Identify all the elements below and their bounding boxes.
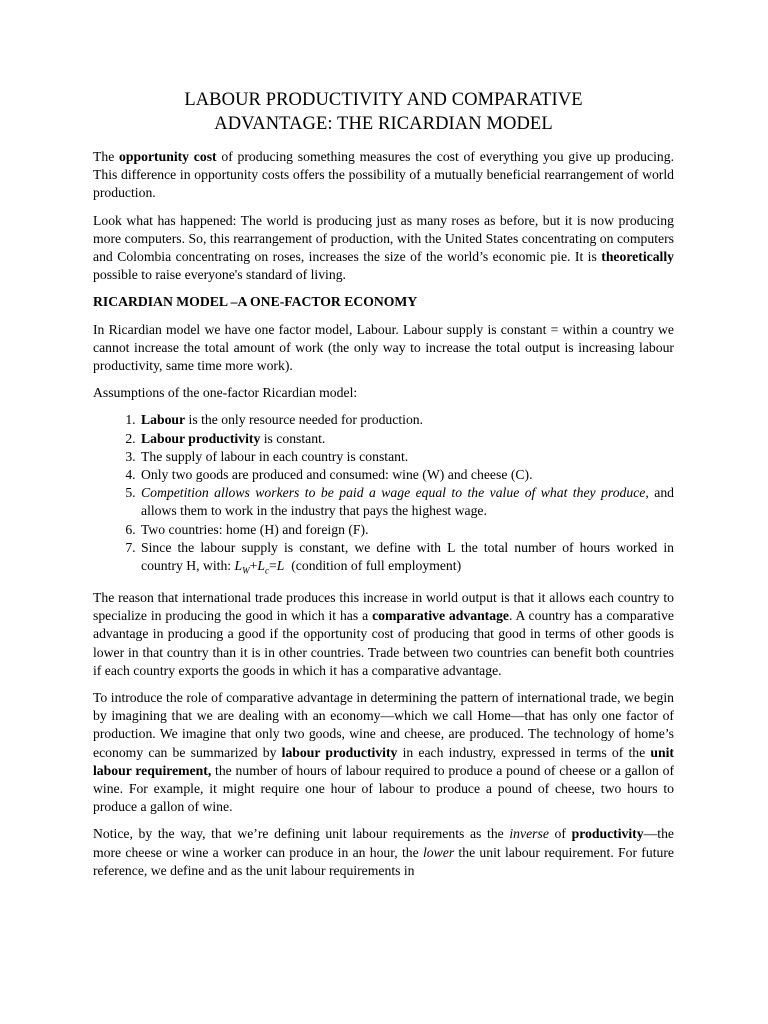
- list-item: 6. Two countries: home (H) and foreign (F).: [139, 521, 674, 539]
- paragraph-rearrangement: [93, 212, 674, 285]
- text-run: Since the labour supply is constant, we define with L the total number of hours worked in country H, with:: [141, 539, 674, 574]
- italic-text: Competition allows workers to be paid a wage equal to the value of what they produce: [141, 485, 646, 501]
- paragraph-assumptions-intro: Assumptions of the one-factor Ricardian model:: [93, 385, 358, 401]
- math-var: L: [257, 558, 266, 574]
- text-run: is constant.: [260, 430, 326, 446]
- italic-text: lower: [422, 844, 455, 860]
- paragraph-unit-labour: [93, 825, 674, 880]
- bold-term: comparative advantage: [372, 608, 509, 624]
- list-item: 3. The supply of labour in each country is constant.: [139, 448, 674, 466]
- title-line-1: LABOUR PRODUCTIVITY AND COMPARATIVE: [184, 90, 583, 110]
- text-run: possible to raise everyone's standard of living.: [93, 267, 346, 283]
- text-run: , and allows them to work in the industry that pays the highest wage.: [141, 485, 675, 519]
- text-run: —the more cheese or wine a worker can produce in an hour, the: [93, 826, 674, 860]
- list-item: [139, 484, 674, 520]
- full-employment-equation: [234, 558, 285, 576]
- math-var: L: [276, 558, 285, 574]
- math-operator: +: [249, 558, 258, 574]
- text-run: the unit labour requirement. For future reference, we define and as the unit labour requirements in: [93, 844, 674, 878]
- text-run: of producing something measures the cost of everything you give up producing. This difference in opportunity costs offers the possibility of a mutually beneficial rearrangement of world production.: [93, 149, 674, 201]
- list-item: 4. Only two goods are produced and consumed: wine (W) and cheese (C).: [139, 466, 674, 484]
- text-run: To introduce the role of comparative advantage in determining the pattern of international trade, we begin by imagining that we are dealing with an economy—which we call Home—that has only one factor of production. We imagine that only two goods, wine and cheese, are produced. The technology of home’s economy can be summarized by: [93, 690, 674, 760]
- section-heading: RICARDIAN MODEL –A ONE-FACTOR ECONOMY: [93, 294, 418, 310]
- text-run: the number of hours of labour required to produce a pound of cheese or a gallon of wine. For example, it might require one hour of labour to produce a pound of cheese, two hours to produce a gallon of wine.: [93, 762, 675, 815]
- math-var: L: [234, 558, 243, 574]
- assumptions-list: [93, 411, 674, 580]
- title-line-2: ADVANTAGE: THE RICARDIAN MODEL: [214, 114, 553, 134]
- paragraph-home-economy: [93, 689, 674, 816]
- text-run: The reason that international trade produces this increase in world output is that it allows each country to specialize in producing the good in which it has a: [93, 590, 674, 624]
- list-item: [139, 411, 674, 429]
- bold-term: Labour: [141, 412, 186, 428]
- bold-term: productivity: [571, 826, 644, 842]
- text-run: of: [548, 826, 572, 842]
- bold-term: labour productivity: [281, 744, 398, 760]
- math-subscript: c: [265, 565, 270, 576]
- page-title: [93, 88, 674, 136]
- text-run: Look what has happened: The world is producing just as many roses as before, but it is now producing more computers. So, this rearrangement of production, with the United States concentrating on computers and Colombia concentrating on roses, increases the size of the world’s economic pie. It is: [93, 212, 674, 265]
- text-run: (condition of full employment): [284, 558, 462, 574]
- list-item: [139, 539, 674, 580]
- text-run: in each industry, expressed in terms of the: [397, 744, 651, 760]
- bold-term: unit labour requirement,: [93, 744, 674, 778]
- paragraph-one-factor: In Ricardian model we have one factor model, Labour. Labour supply is constant = within a country we cannot increase the total amount of work (the only way to increase the total output is increasing labour productivity, same time more work).: [93, 321, 674, 374]
- text-run: is the only resource needed for production.: [185, 412, 424, 428]
- bold-term: theoretically: [601, 249, 674, 265]
- list-item: [139, 430, 674, 448]
- text-run: Notice, by the way, that we’re defining unit labour requirements as the: [93, 826, 510, 842]
- text-run: The: [93, 149, 120, 164]
- paragraph-opportunity-cost: [93, 148, 674, 203]
- italic-text: inverse: [509, 826, 549, 842]
- bold-term: opportunity cost: [119, 149, 217, 164]
- math-subscript: W: [242, 565, 250, 576]
- paragraph-comparative-advantage: [93, 589, 674, 680]
- math-operator: =: [269, 558, 277, 574]
- text-run: . A country has a comparative advantage in producing a good if the opportunity cost of producing that good in terms of other goods is lower in that country than it is in other countries. Trade between two countries can benefit both countries if each country exports the goods in which it has a comparative advantage.: [93, 608, 674, 678]
- bold-term: Labour productivity: [141, 430, 261, 446]
